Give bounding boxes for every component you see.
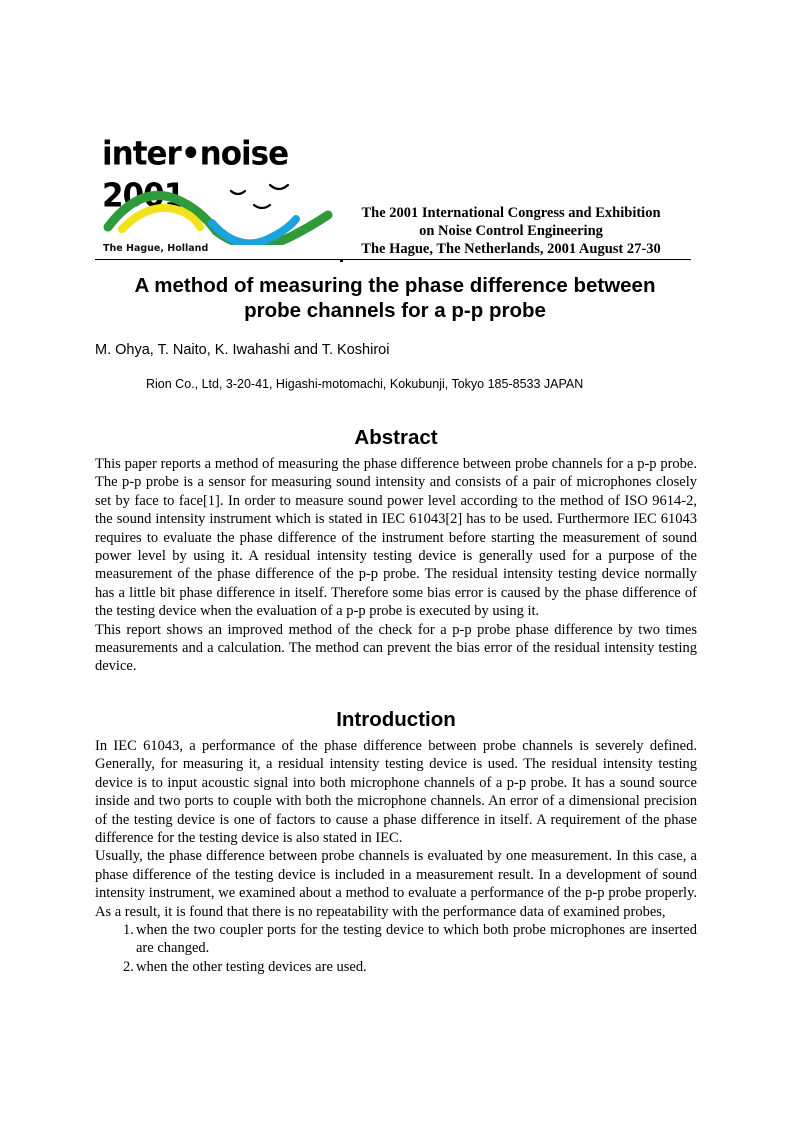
logo-subtitle: The Hague, Holland xyxy=(103,243,209,254)
abstract-heading: Abstract xyxy=(354,426,438,449)
abstract-paragraph-1: This paper reports a method of measuring the phase difference between probe channels for a p-p probe. The p-p probe is a sensor for measuring sound intensity and consists of a pair of microphones closely set by face to face[1]. In order to measure sound power level according to the method of ISO 9614-2, the sound intensity instrument which is stated in IEC 61043[2] has to be used. Furthermore IEC 61043 requires to evaluate the phase difference of the instrument before starting the measurement of sound power level by using it. A residual intensity testing device is generally used for a purpose of the measurement of the phase difference of the p-p probe. The residual intensity testing device normally has a little bit phase difference in itself. Therefore some bias error is caused by the phase difference of the testing device when the evaluation of a p-p probe is executed by using it. xyxy=(95,456,697,620)
paper-title-line-1: A method of measuring the phase difference between xyxy=(134,274,656,297)
logo-smile-mark-3 xyxy=(270,185,288,189)
logo-smile-mark-2 xyxy=(254,205,270,208)
conference-info xyxy=(330,204,692,258)
introduction-paragraph-2: Usually, the phase difference between probe channels is evaluated by one measurement. In this case, a phase difference of the testing device is included in a measurement result. In a development of sound intensity instrument, we examined about a method to evaluate a performance of the p-p probe properly. As a result, it is found that there is no repeatability with the performance data of examined probes, xyxy=(95,848,697,920)
logo-title: inter•noise 2001 xyxy=(102,135,289,215)
list-item-text: when the two coupler ports for the testing device to which both probe microphones are inserted are changed. xyxy=(136,922,697,957)
abstract-body xyxy=(95,455,697,676)
list-item-number: 2. xyxy=(123,958,134,975)
header-rule xyxy=(95,259,691,260)
introduction-body xyxy=(95,737,697,976)
list-item-text: when the other testing devices are used. xyxy=(136,958,367,975)
abstract-paragraph-2: This report shows an improved method of the check for a p-p probe phase difference by two times measurements and a calculation. The method can prevent the bias error of the residual intensity testing device. xyxy=(95,621,697,675)
list-item xyxy=(95,921,697,958)
list-item-number: 1. xyxy=(123,922,134,939)
header-rule-dot xyxy=(340,259,343,262)
paper-title xyxy=(97,273,693,323)
introduction-paragraph-1: In IEC 61043, a performance of the phase difference between probe channels is severely defined. Generally, for measuring it, a residual intensity testing device is used. The residual intensity testing device is to input acoustic signal into both microphone channels of a p-p probe. It has a sound source inside and two ports to couple with both the microphone channels. An error of a dimensional precision of the testing device is one of factors to cause a phase difference in itself. A requirement of the phase difference for the testing device is also stated in IEC. xyxy=(95,738,697,847)
paper-title-line-2: probe channels for a p-p probe xyxy=(244,299,546,322)
logo-smile-mark-1 xyxy=(231,191,245,194)
conference-logo xyxy=(100,133,340,263)
paper-affiliation: Rion Co., Ltd, 3-20-41, Higashi-motomachi, Kokubunji, Tokyo 185-8533 JAPAN xyxy=(146,377,584,391)
conference-line-1: The 2001 International Congress and Exhibition xyxy=(361,205,661,221)
paper-authors: M. Ohya, T. Naito, K. Iwahashi and T. Koshiroi xyxy=(95,342,390,358)
logo-waves-graphic xyxy=(100,175,340,245)
introduction-list xyxy=(95,921,697,976)
conference-line-3: The Hague, The Netherlands, 2001 August 27-30 xyxy=(361,241,661,257)
list-item xyxy=(95,958,697,976)
logo-wave-yellow xyxy=(122,208,200,229)
introduction-heading: Introduction xyxy=(336,708,456,731)
conference-line-2: on Noise Control Engineering xyxy=(419,223,603,239)
